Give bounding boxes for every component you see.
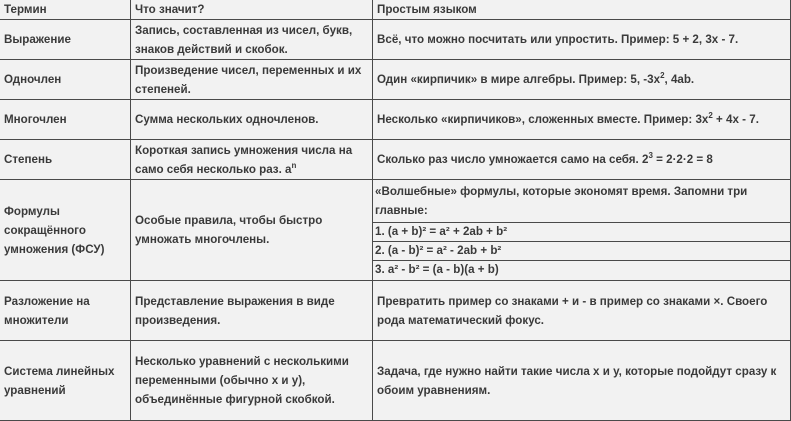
term-cell: Одночлен: [0, 60, 131, 100]
term-cell: Формулы сокращённого умножения (ФСУ): [0, 180, 131, 281]
text: Несколько «кирпичиков», сложенных вместе. Пример: 3x: [377, 113, 709, 126]
header-simple: Простым языком: [373, 0, 791, 20]
table-row: [0, 20, 791, 60]
formula-item: 2. (a - b)² = a² - 2ab + b²: [373, 241, 790, 260]
text: Один «кирпичик» в мире алгебры. Пример: 5, -3x: [377, 73, 661, 86]
text: , 4ab.: [664, 73, 695, 86]
superscript: n: [291, 160, 297, 170]
table-row: [0, 100, 791, 140]
formula-item: 3. a² - b² = (a - b)(a + b): [373, 260, 790, 279]
text: Короткая запись умножения числа на само себя несколько раз. a: [135, 143, 353, 176]
table-row: [0, 60, 791, 100]
superscript: 3: [648, 151, 653, 160]
simple-cell: [373, 100, 791, 140]
term-cell: Выражение: [0, 20, 131, 60]
superscript: 2: [660, 71, 665, 80]
text: Сколько раз число умножается само на себя. 2: [377, 153, 649, 166]
meaning-cell: Произведение чисел, переменных и их степеней.: [131, 60, 373, 100]
table-row: [0, 180, 791, 281]
meaning-cell: Представление выражения в виде произведения.: [131, 281, 373, 341]
table-row: [0, 140, 791, 180]
meaning-cell: Несколько уравнений с несколькими переменными (обычно x и y), объединённые фигурной скобкой.: [131, 341, 373, 421]
simple-cell: Задача, где нужно найти такие числа x и y, которые подойдут сразу к обоим уравнениям.: [373, 341, 791, 421]
term-cell: Степень: [0, 140, 131, 180]
header-row: [0, 0, 791, 20]
meaning-cell: Особые правила, чтобы быстро умножать многочлены.: [131, 180, 373, 281]
header-meaning: Что значит?: [131, 0, 373, 20]
simple-cell: Всё, что можно посчитать или упростить. Пример: 5 + 2, 3x - 7.: [373, 20, 791, 60]
text: = 2·2·2 = 8: [652, 153, 713, 166]
simple-cell: [373, 180, 791, 281]
header-term: Термин: [0, 0, 131, 20]
term-cell: Система линейных уравнений: [0, 341, 131, 421]
meaning-cell: Запись, составленная из чисел, букв, знаков действий и скобок.: [131, 20, 373, 60]
term-cell: Разложение на множители: [0, 281, 131, 341]
term-cell: Многочлен: [0, 100, 131, 140]
superscript: 2: [708, 111, 713, 120]
simple-cell: Превратить пример со знаками + и - в пример со знаками ×. Своего рода математический фокус.: [373, 281, 791, 341]
formula-item: 1. (a + b)² = a² + 2ab + b²: [373, 222, 790, 241]
formula-intro: «Волшебные» формулы, которые экономят время. Запомни три главные:: [375, 185, 748, 217]
text: + 4x - 7.: [712, 113, 759, 126]
meaning-cell: Сумма нескольких одночленов.: [131, 100, 373, 140]
table-row: [0, 341, 791, 421]
meaning-cell: [131, 140, 373, 180]
table-row: [0, 281, 791, 341]
simple-cell: [373, 60, 791, 100]
simple-cell: [373, 140, 791, 180]
formula-list: [373, 181, 790, 279]
